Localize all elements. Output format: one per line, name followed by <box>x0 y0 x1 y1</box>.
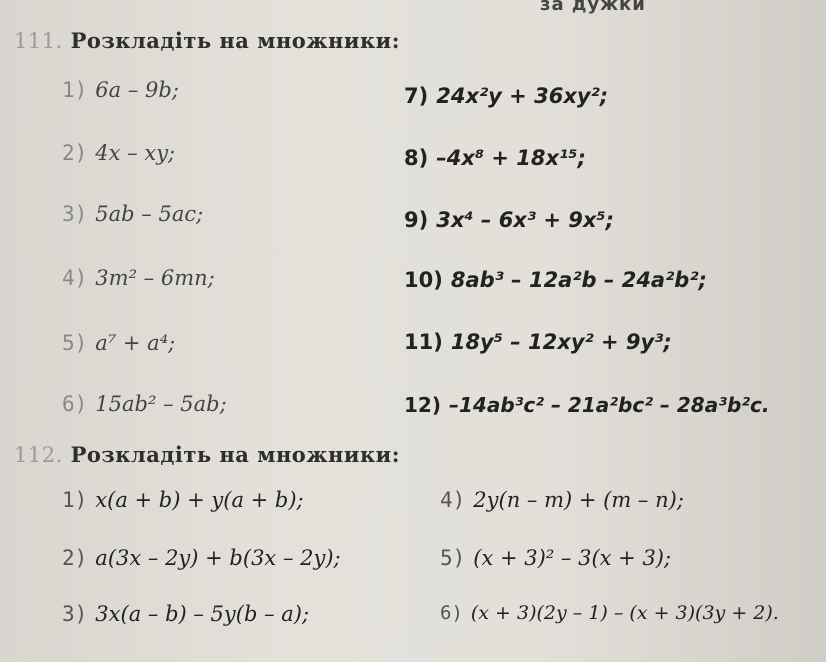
task-112-item-6 <box>440 602 779 624</box>
item-index: 1) <box>62 78 88 102</box>
task-111-item-2 <box>62 141 175 165</box>
task-111-item-8 <box>404 146 586 170</box>
item-expression: 4x – xy; <box>95 141 176 165</box>
item-index: 12) <box>404 393 441 417</box>
task-111-item-12 <box>404 393 770 417</box>
item-index: 9) <box>404 208 429 232</box>
item-index: 3) <box>62 202 88 226</box>
item-index: 6) <box>62 392 88 416</box>
task-112-item-5 <box>440 546 671 570</box>
item-expression: 8ab³ – 12a²b – 24a²b²; <box>450 268 707 292</box>
item-expression: (x + 3)(2y – 1) – (x + 3)(3y + 2). <box>470 602 779 624</box>
item-expression: 15ab² – 5ab; <box>95 392 227 416</box>
item-expression: 3x(a – b) – 5y(b – a); <box>95 602 310 626</box>
task-111-item-6 <box>62 392 227 416</box>
task-111-item-4 <box>62 266 215 290</box>
task-112-item-2 <box>62 546 341 570</box>
item-index: 8) <box>404 146 429 170</box>
item-expression: x(a + b) + y(a + b); <box>95 488 304 512</box>
item-index: 2) <box>62 546 88 570</box>
task-112-number: 112. <box>14 443 63 467</box>
item-expression: 24x²y + 36xy²; <box>436 84 609 108</box>
task-112-title: Розкладіть на множники: <box>70 442 400 467</box>
task-111-item-9 <box>404 208 614 232</box>
task-112-item-3 <box>62 602 309 626</box>
task-111-item-10 <box>404 268 707 292</box>
task-111-item-7 <box>404 84 608 108</box>
item-index: 10) <box>404 268 443 292</box>
task-111-item-1 <box>62 78 179 102</box>
item-index: 4) <box>62 266 88 290</box>
item-expression: a⁷ + a⁴; <box>95 331 176 355</box>
item-expression: 6a – 9b; <box>95 78 179 102</box>
task-111-title: Розкладіть на множники: <box>70 28 400 53</box>
item-expression: –14ab³c² – 21a²bc² – 28a³b²c. <box>448 393 770 417</box>
task-111-item-5 <box>62 331 175 355</box>
item-index: 5) <box>440 546 466 570</box>
task-111-number: 111. <box>14 29 63 53</box>
item-expression: 3x⁴ – 6x³ + 9x⁵; <box>436 208 615 232</box>
item-index: 7) <box>404 84 429 108</box>
item-expression: 18y⁵ – 12xy² + 9y³; <box>450 330 672 354</box>
task-111-item-3 <box>62 202 203 226</box>
item-index: 3) <box>62 602 88 626</box>
task-112-heading <box>14 442 400 467</box>
item-index: 2) <box>62 141 88 165</box>
header-fragment: за дужки <box>540 0 646 15</box>
item-index: 1) <box>62 488 88 512</box>
item-index: 11) <box>404 330 443 354</box>
task-111-heading <box>14 28 400 53</box>
task-112-item-4 <box>440 488 684 512</box>
item-index: 4) <box>440 488 466 512</box>
item-index: 5) <box>62 331 88 355</box>
item-expression: a(3x – 2y) + b(3x – 2y); <box>95 546 341 570</box>
task-112-item-1 <box>62 488 304 512</box>
item-expression: (x + 3)² – 3(x + 3); <box>473 546 672 570</box>
item-expression: 5ab – 5ac; <box>95 202 204 226</box>
item-expression: 2y(n – m) + (m – n); <box>473 488 684 512</box>
item-index: 6) <box>440 602 463 624</box>
item-expression: 3m² – 6mn; <box>95 266 215 290</box>
task-111-item-11 <box>404 330 672 354</box>
item-expression: –4x⁸ + 18x¹⁵; <box>436 146 586 170</box>
